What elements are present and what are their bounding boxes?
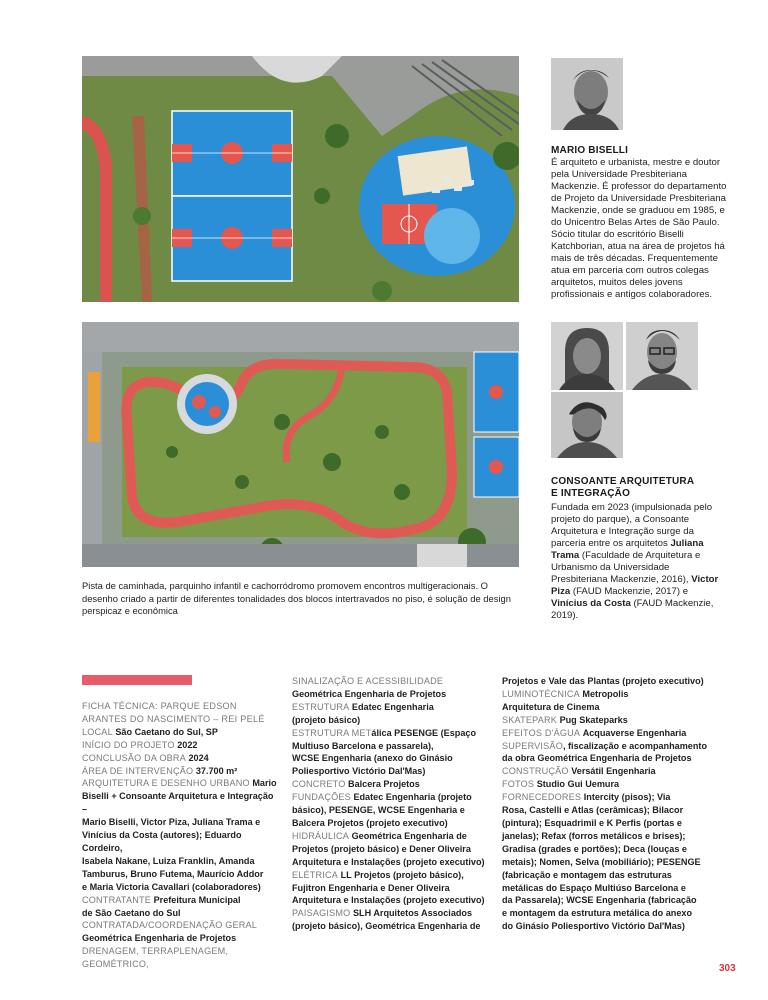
supervisao-label: SUPERVISÃO (502, 740, 563, 751)
paisagismo-value-2: (projeto básico), Geométrica Engenharia de (292, 921, 481, 932)
hidraulica-value-3: Arquitetura e Instalações (projeto executivo) (292, 856, 485, 867)
victor-piza-portrait (626, 322, 698, 390)
inicio-value: 2022 (177, 739, 198, 750)
arq-value-2: Biselli + Consoante Arquitetura e Integração – (82, 791, 274, 815)
estrutura-value-2: (projeto básico) (292, 714, 361, 725)
arq-value-4: Vinícius da Costa (autores); Eduardo Cordeiro, (82, 830, 242, 853)
coordenacao-value: Geométrica Engenharia de Projetos (82, 933, 237, 944)
juliana-trama-portrait (551, 322, 623, 390)
arq-value-3: Mario Biselli, Victor Piza, Juliana Trama e (82, 817, 261, 828)
bio2-name-line1: CONSOANTE ARQUITETURA (551, 476, 695, 487)
bio2-trama: Juliana Trama (551, 538, 704, 561)
bio2-name-line2: E INTEGRAÇÃO (551, 488, 631, 499)
arq-value-7: e Maria Victoria Cavallari (colaboradores) (82, 881, 261, 892)
coordenacao-label: CONTRATADA/COORDENAÇÃO GERAL (82, 920, 258, 931)
fotos-label: FOTOS (502, 779, 535, 790)
vinicius-da-costa-portrait (551, 392, 623, 458)
fornecedores-label: FORNECEDORES (502, 792, 582, 803)
sinalizacao-label: SINALIZAÇÃO E ACESSIBILIDADE (292, 676, 444, 686)
fornecedores-value-7: (fabricação e montagem das estruturas (502, 869, 672, 880)
accent-bar (82, 675, 192, 685)
luminotecnica-value-2: Arquitetura de Cinema (502, 701, 600, 712)
fornecedores-value-3: (pintura); Esquadrimil e K Perfis (portas e (502, 817, 682, 828)
mario-biselli-portrait (551, 58, 623, 130)
fundacoes-value-1: Edatec Engenharia (projeto (353, 792, 472, 803)
bio2-text-c: (FAUD Mackenzie, 2017) e (570, 586, 689, 597)
concreto-value: Balcera Projetos (348, 779, 420, 790)
paisagismo-value-1: SLH Arquitetos Associados (352, 908, 473, 919)
park-aerial-photo (82, 322, 519, 567)
fornecedores-value-4: janelas); Refax (forros metálicos e brises); (502, 830, 686, 841)
page-number: 303 (719, 963, 736, 974)
bio2-text-d: (FAUD Mackenzie, 2019). (551, 598, 714, 621)
paisagismo-label: PAISAGISMO (292, 908, 351, 919)
inicio-label: INÍCIO DO PROJETO (82, 739, 175, 750)
estrutura-metalica-label: ESTRUTURA MET (292, 727, 372, 738)
contratante-value-1: Prefeitura Municipal (153, 894, 241, 905)
skatepark-value: Pug Skateparks (559, 714, 628, 725)
local-value: São Caetano do Sul, SP (115, 726, 218, 737)
estrutura-label: ESTRUTURA (292, 701, 350, 712)
fornecedores-value-1: Intercity (pisos); Via (583, 792, 671, 803)
efeitos-agua-value: Acquaverse Engenharia (582, 727, 687, 738)
fornecedores-value-6: metais); Nomen, Selva (mobiliário); PESENGE (502, 856, 701, 867)
supervisao-value-2: da obra Geométrica Engenharia de Projetos (502, 753, 692, 764)
bio1-text: É arquiteto e urbanista, mestre e doutor pela Universidade Presbiteriana Mackenzie. É professor do departamento de Projeto da Universidade Presbiteriana Mackenzie, onde se graduou em 1985, e do Unicentro Belas Artes de São Paulo. Sócio titular do escritório Biselli Katchborian, atua na área de projetos há mais de três décadas. Frequentemente atua em parceria com outros colegas arquitetos, muitos deles jovens profissionais e antigos colaboradores. (551, 157, 727, 300)
fornecedores-value-11: do Ginásio Poliesportivo Victório Dal'Mas) (502, 921, 685, 932)
construcao-label: CONSTRUÇÃO (502, 766, 569, 777)
hidraulica-value-1: Geométrica Engenharia de (351, 830, 467, 841)
concreto-label: CONCRETO (292, 779, 346, 790)
efeitos-agua-label: EFEITOS D'ÁGUA (502, 727, 581, 738)
fornecedores-value-9: da Passarela); WCSE Engenharia (fabricação (502, 895, 697, 906)
bio2-piza: Victor Piza (551, 574, 719, 597)
eletrica-value-3: Arquitetura e Instalações (projeto executivo) (292, 895, 485, 906)
fornecedores-value-2: Rosa, Castelli e Atlas (cerâmicas); Bilacor (502, 805, 684, 816)
supervisao-value-1: , fiscalização e acompanhamento (562, 740, 708, 751)
fundacoes-value-2: básico), PESENGE, WCSE Engenharia e (292, 805, 465, 816)
bio2-text (551, 502, 727, 622)
photo-caption: Pista de caminhada, parquinho infantil e cachorródromo promovem encontros multigeracionais. O desenho criado a partir de diferentes tonalidades dos blocos intertravados no piso, é solução de design perspicaz e econômica (82, 580, 511, 616)
bio2-costa: Vinícius da Costa (551, 598, 631, 609)
eletrica-value-2: Fujitron Engenharia e Dener Oliveira (292, 882, 450, 893)
arq-label: ARQUITETURA E DESENHO URBANO (82, 778, 250, 789)
eletrica-value-1: LL Projetos (projeto básico), (340, 869, 464, 880)
tech-sheet-header-1: FICHA TÉCNICA: PARQUE EDSON (82, 701, 237, 711)
luminotecnica-label: LUMINOTÉCNICA (502, 688, 580, 699)
arq-value-1: Mario (252, 778, 277, 789)
courts-aerial-photo (82, 56, 519, 302)
arq-value-5: Isabela Nakane, Luiza Franklin, Amanda (82, 855, 255, 866)
estrutura-metalica-value-3: WCSE Engenharia (anexo do Ginásio (292, 753, 453, 764)
eletrica-label: ELÉTRICA (292, 869, 339, 880)
hidraulica-label: HIDRÁULICA (292, 830, 350, 841)
conclusao-label: CONCLUSÃO DA OBRA (82, 752, 186, 763)
conclusao-value: 2024 (188, 752, 209, 763)
bio2-text-b: (Faculdade de Arquitetura e Urbanismo da Universidade Presbiteriana Mackenzie, 2016), (551, 550, 701, 585)
fotos-value: Studio Gui Uemura (536, 779, 620, 790)
estrutura-metalica-value-1: álica PESENGE (Espaço (371, 727, 477, 738)
luminotecnica-value-1: Metropolis (582, 688, 629, 699)
drenagem-label: DRENAGEM, TERRAPLENAGEM, GEOMÉTRICO, (82, 946, 229, 970)
bio2-name (551, 476, 694, 500)
estrutura-value-1: Edatec Engenharia (351, 701, 434, 712)
tech-sheet-col3 (502, 675, 707, 933)
hidraulica-value-2: Projetos (projeto básico) e Dener Oliveira (292, 843, 471, 854)
skatepark-label: SKATEPARK (502, 714, 558, 725)
col3-line-1: Projetos e Vale das Plantas (projeto executivo) (502, 676, 704, 686)
area-label: ÁREA DE INTERVENÇÃO (82, 765, 194, 776)
estrutura-metalica-value-2: Multiuso Barcelona e passarela), (292, 740, 434, 751)
fundacoes-value-3: Balcera Projetos (projeto executivo) (292, 817, 448, 828)
construcao-value: Versátil Engenharia (571, 766, 656, 777)
fundacoes-label: FUNDAÇÕES (292, 792, 351, 803)
fornecedores-value-8: metálicas do Espaço Multiúso Barcelona e (502, 882, 686, 893)
fornecedores-value-10: e montagem da estrutura metálica do anexo (502, 908, 693, 919)
bio2-text-a: Fundada em 2023 (impulsionada pelo projeto do parque), a Consoante Arquitetura e Integração surge da parceria entre os arquitetos (551, 502, 713, 549)
local-label: LOCAL (82, 726, 113, 737)
contratante-value-2: de São Caetano do Sul (82, 907, 181, 918)
tech-sheet-col2 (292, 675, 492, 933)
tech-sheet-header-2: ARANTES DO NASCIMENTO – REI PELÉ (82, 713, 265, 724)
tech-sheet-col1 (82, 700, 277, 971)
bio1-name: MARIO BISELLI (551, 145, 629, 156)
estrutura-metalica-value-4: Poliesportivo Victório Dal'Mas) (292, 766, 426, 777)
area-value: 37.700 m² (195, 765, 238, 776)
sinalizacao-value: Geométrica Engenharia de Projetos (292, 688, 447, 699)
contratante-label: CONTRATANTE (82, 894, 152, 905)
arq-value-6: Tamburus, Bruno Futema, Maurício Addor (82, 868, 264, 879)
fornecedores-value-5: Gradisa (grades e portões); Deca (louças e (502, 843, 687, 854)
